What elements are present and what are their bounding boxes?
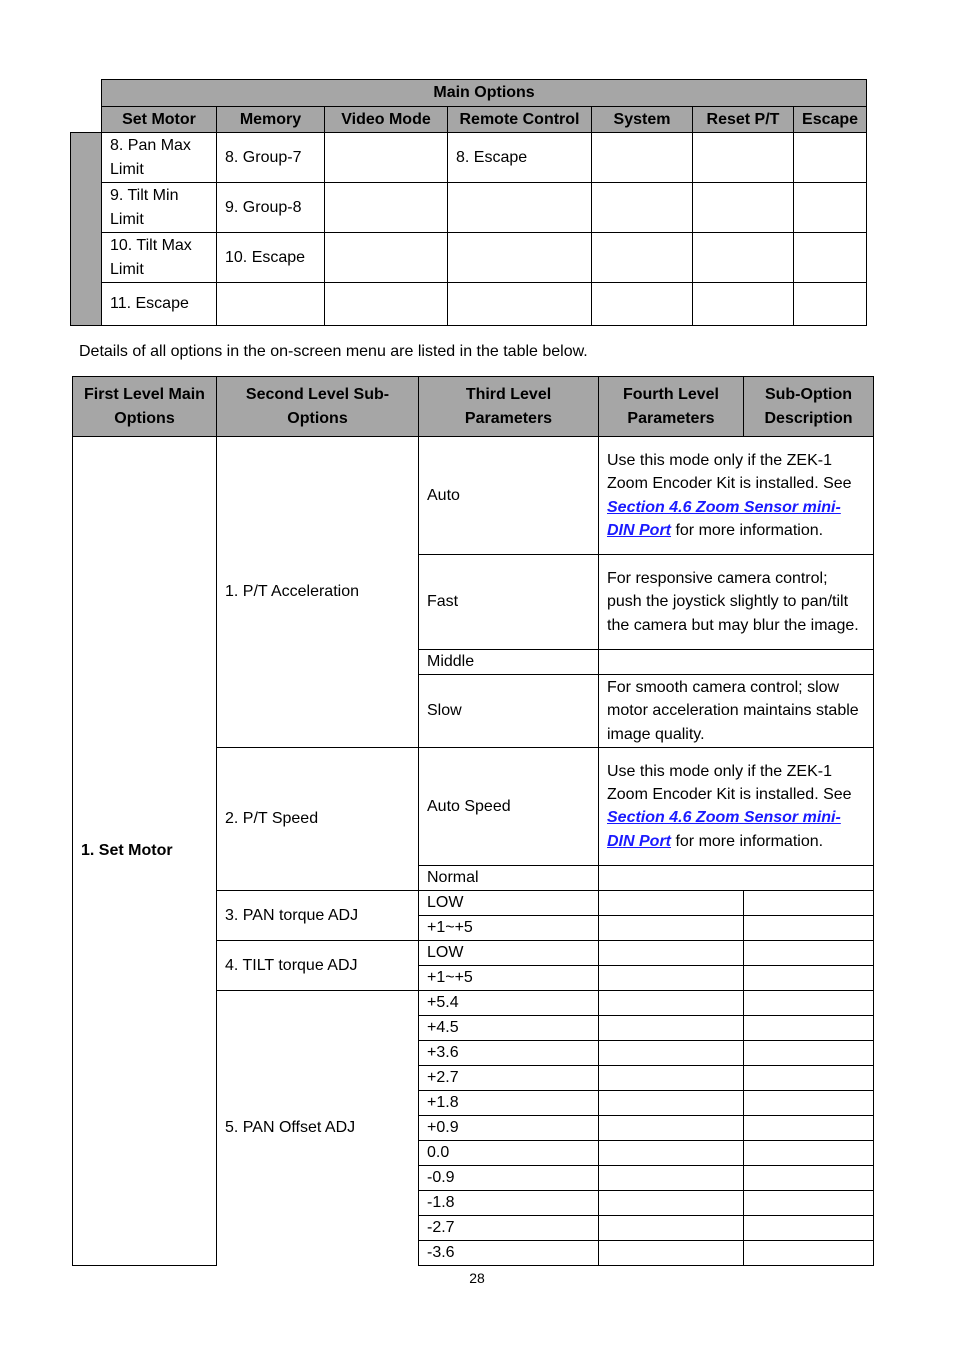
header-second-level: Second Level Sub-Options xyxy=(217,377,419,437)
main-options-cell xyxy=(592,183,693,233)
main-options-header: System xyxy=(592,106,693,133)
desc-auto: Use this mode only if the ZEK-1 Zoom Encoder Kit is installed. See Section 4.6 Zoom Sensor mini-DIN Port for more information. xyxy=(599,437,874,555)
param-value: +2.7 xyxy=(419,1065,599,1090)
desc-auto-speed: Use this mode only if the ZEK-1 Zoom Encoder Kit is installed. See Section 4.6 Zoom Sensor mini-DIN Port for more information. xyxy=(599,747,874,865)
main-options-cell xyxy=(325,133,448,183)
desc-middle xyxy=(599,650,874,675)
param-value: +4.5 xyxy=(419,1015,599,1040)
param-value: +3.6 xyxy=(419,1040,599,1065)
main-options-cell: 9. Group-8 xyxy=(217,183,325,233)
page-number: 28 xyxy=(469,1270,485,1286)
main-options-cell xyxy=(794,233,867,283)
main-options-cell: 8. Pan Max Limit xyxy=(102,133,217,183)
main-options-cell xyxy=(693,133,794,183)
main-options-cell: 9. Tilt Min Limit xyxy=(102,183,217,233)
main-options-cell xyxy=(693,283,794,326)
param-value: +5.4 xyxy=(419,990,599,1015)
header-first-level: First Level Main Options xyxy=(73,377,217,437)
param-value: LOW xyxy=(419,890,599,915)
main-options-cell: 8. Escape xyxy=(448,133,592,183)
main-options-cell xyxy=(448,233,592,283)
main-options-cell: 10. Escape xyxy=(217,233,325,283)
sub-option-pan-torque: 3. PAN torque ADJ xyxy=(217,890,419,940)
main-options-header: Memory xyxy=(217,106,325,133)
sub-option-acceleration: 1. P/T Acceleration xyxy=(217,437,419,748)
sub-option-pan-offset: 5. PAN Offset ADJ xyxy=(217,990,419,1265)
param-value: +1~+5 xyxy=(419,915,599,940)
section-link[interactable]: Section 4.6 Zoom Sensor mini-DIN Port xyxy=(607,498,841,539)
param-slow: Slow xyxy=(419,675,599,748)
main-options-cell xyxy=(448,283,592,326)
main-options-cell: 11. Escape xyxy=(102,283,217,326)
main-options-cell xyxy=(325,283,448,326)
main-options-header: Video Mode xyxy=(325,106,448,133)
main-options-cell xyxy=(325,233,448,283)
main-options-cell xyxy=(592,133,693,183)
sub-option-tilt-torque: 4. TILT torque ADJ xyxy=(217,940,419,990)
main-options-cell xyxy=(592,283,693,326)
param-auto-speed: Auto Speed xyxy=(419,747,599,865)
main-options-cell xyxy=(325,183,448,233)
intro-text: Details of all options in the on-screen menu are listed in the table below. xyxy=(79,343,588,360)
main-options-cell xyxy=(693,183,794,233)
main-options-cell: 8. Group-7 xyxy=(217,133,325,183)
param-value: -2.7 xyxy=(419,1215,599,1240)
header-description: Sub-Option Description xyxy=(744,377,874,437)
header-fourth-level: Fourth Level Parameters xyxy=(599,377,744,437)
param-value: LOW xyxy=(419,940,599,965)
main-options-header: Escape xyxy=(794,106,867,133)
main-options-cell xyxy=(693,233,794,283)
options-detail-table xyxy=(72,376,874,1266)
param-value: -3.6 xyxy=(419,1240,599,1265)
sub-option-speed: 2. P/T Speed xyxy=(217,747,419,890)
main-options-header: Set Motor xyxy=(102,106,217,133)
main-options-cell xyxy=(794,183,867,233)
gray-margin-bar xyxy=(71,133,102,326)
main-options-cell xyxy=(794,133,867,183)
main-options-header: Remote Control xyxy=(448,106,592,133)
param-normal: Normal xyxy=(419,865,599,890)
param-value: 0.0 xyxy=(419,1140,599,1165)
main-options-header: Reset P/T xyxy=(693,106,794,133)
main-options-cell xyxy=(592,233,693,283)
main-options-cell xyxy=(217,283,325,326)
param-value: -0.9 xyxy=(419,1165,599,1190)
desc-normal xyxy=(599,865,874,890)
param-value: +1.8 xyxy=(419,1090,599,1115)
header-third-level: Third Level Parameters xyxy=(419,377,599,437)
param-middle: Middle xyxy=(419,650,599,675)
param-value: +1~+5 xyxy=(419,965,599,990)
main-options-title: Main Options xyxy=(102,80,867,107)
main-options-cell xyxy=(794,283,867,326)
section-link[interactable]: Section 4.6 Zoom Sensor mini-DIN Port xyxy=(607,809,841,850)
param-value: +0.9 xyxy=(419,1115,599,1140)
main-option-set-motor: 1. Set Motor xyxy=(73,437,217,1266)
desc-slow: For smooth camera control; slow motor acceleration maintains stable image quality. xyxy=(599,675,874,748)
main-options-cell: 10. Tilt Max Limit xyxy=(102,233,217,283)
param-value: -1.8 xyxy=(419,1190,599,1215)
desc-fast: For responsive camera control; push the joystick slightly to pan/tilt the camera but may blur the image. xyxy=(599,555,874,650)
param-fast: Fast xyxy=(419,555,599,650)
main-options-cell xyxy=(448,183,592,233)
param-auto: Auto xyxy=(419,437,599,555)
main-options-table xyxy=(70,79,867,326)
